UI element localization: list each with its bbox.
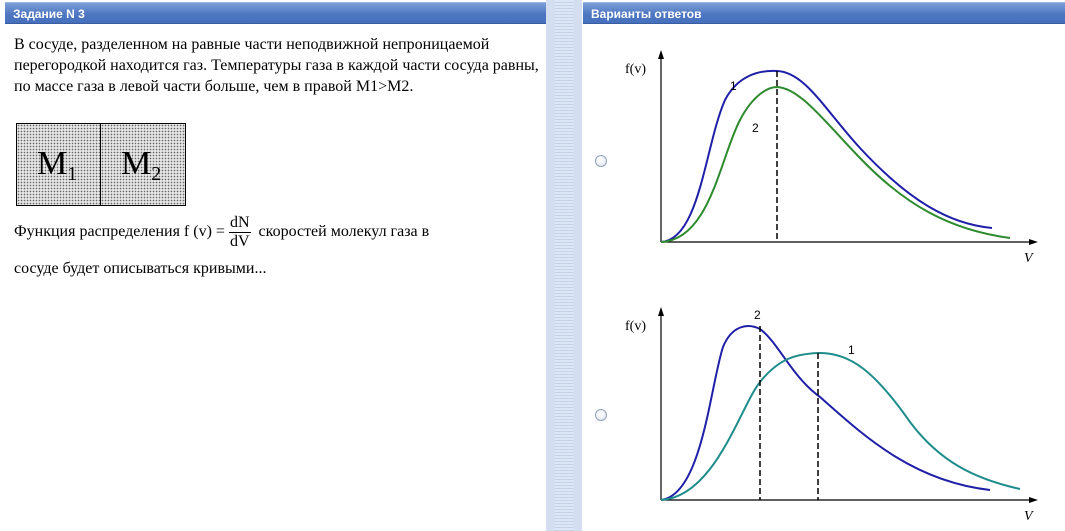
question-panel-header: Задание N 3 bbox=[5, 2, 546, 24]
vessel-diagram bbox=[16, 123, 186, 206]
vessel-partition bbox=[100, 124, 101, 205]
x-axis-label: V bbox=[1024, 509, 1033, 524]
curve-1-label: 1 bbox=[730, 79, 737, 93]
answer-option-2-graph bbox=[620, 297, 1050, 527]
mass-left-label: $M_1$ bbox=[37, 145, 78, 185]
y-axis-label: f(v) bbox=[625, 62, 646, 77]
x-axis-label: V bbox=[1024, 251, 1033, 266]
x-axis-arrow bbox=[1029, 239, 1038, 245]
distribution-formula bbox=[14, 214, 539, 251]
y-axis-label: f(v) bbox=[625, 319, 646, 334]
formula-prefix: Функция распределения f (v) = bbox=[14, 223, 225, 241]
mass-right-label: $M_2$ bbox=[121, 145, 162, 185]
curve-2 bbox=[661, 326, 990, 500]
answer-option-2-radio[interactable] bbox=[595, 409, 607, 421]
formula-numerator: dN bbox=[229, 214, 250, 231]
curve-2 bbox=[661, 87, 1010, 242]
formula-continuation: сосуде будет описываться кривыми... bbox=[14, 260, 267, 277]
answers-panel-header: Варианты ответов bbox=[583, 2, 1065, 24]
formula-denominator: dV bbox=[229, 233, 250, 250]
curve-1-label: 1 bbox=[848, 343, 855, 357]
y-axis-arrow bbox=[658, 307, 664, 316]
question-text: В сосуде, разделенном на равные части неподвижной непроницаемой перегородкой находится газ. Температуры газа в каждой части сосуда равны, по массе газа в левой части больше, чем в правой M1>M2. bbox=[14, 36, 539, 95]
formula-fraction bbox=[229, 214, 251, 251]
curve-1 bbox=[661, 353, 1020, 500]
y-axis-arrow bbox=[658, 50, 664, 59]
formula-suffix: скоростей молекул газа в bbox=[258, 223, 430, 241]
x-axis-arrow bbox=[1029, 497, 1038, 503]
answer-option-1-graph bbox=[620, 40, 1050, 270]
curve-1 bbox=[661, 71, 992, 242]
panel-divider bbox=[546, 0, 582, 531]
answer-option-1-radio[interactable] bbox=[595, 155, 607, 167]
curve-2-label: 2 bbox=[754, 308, 761, 322]
curve-2-label: 2 bbox=[752, 121, 759, 135]
